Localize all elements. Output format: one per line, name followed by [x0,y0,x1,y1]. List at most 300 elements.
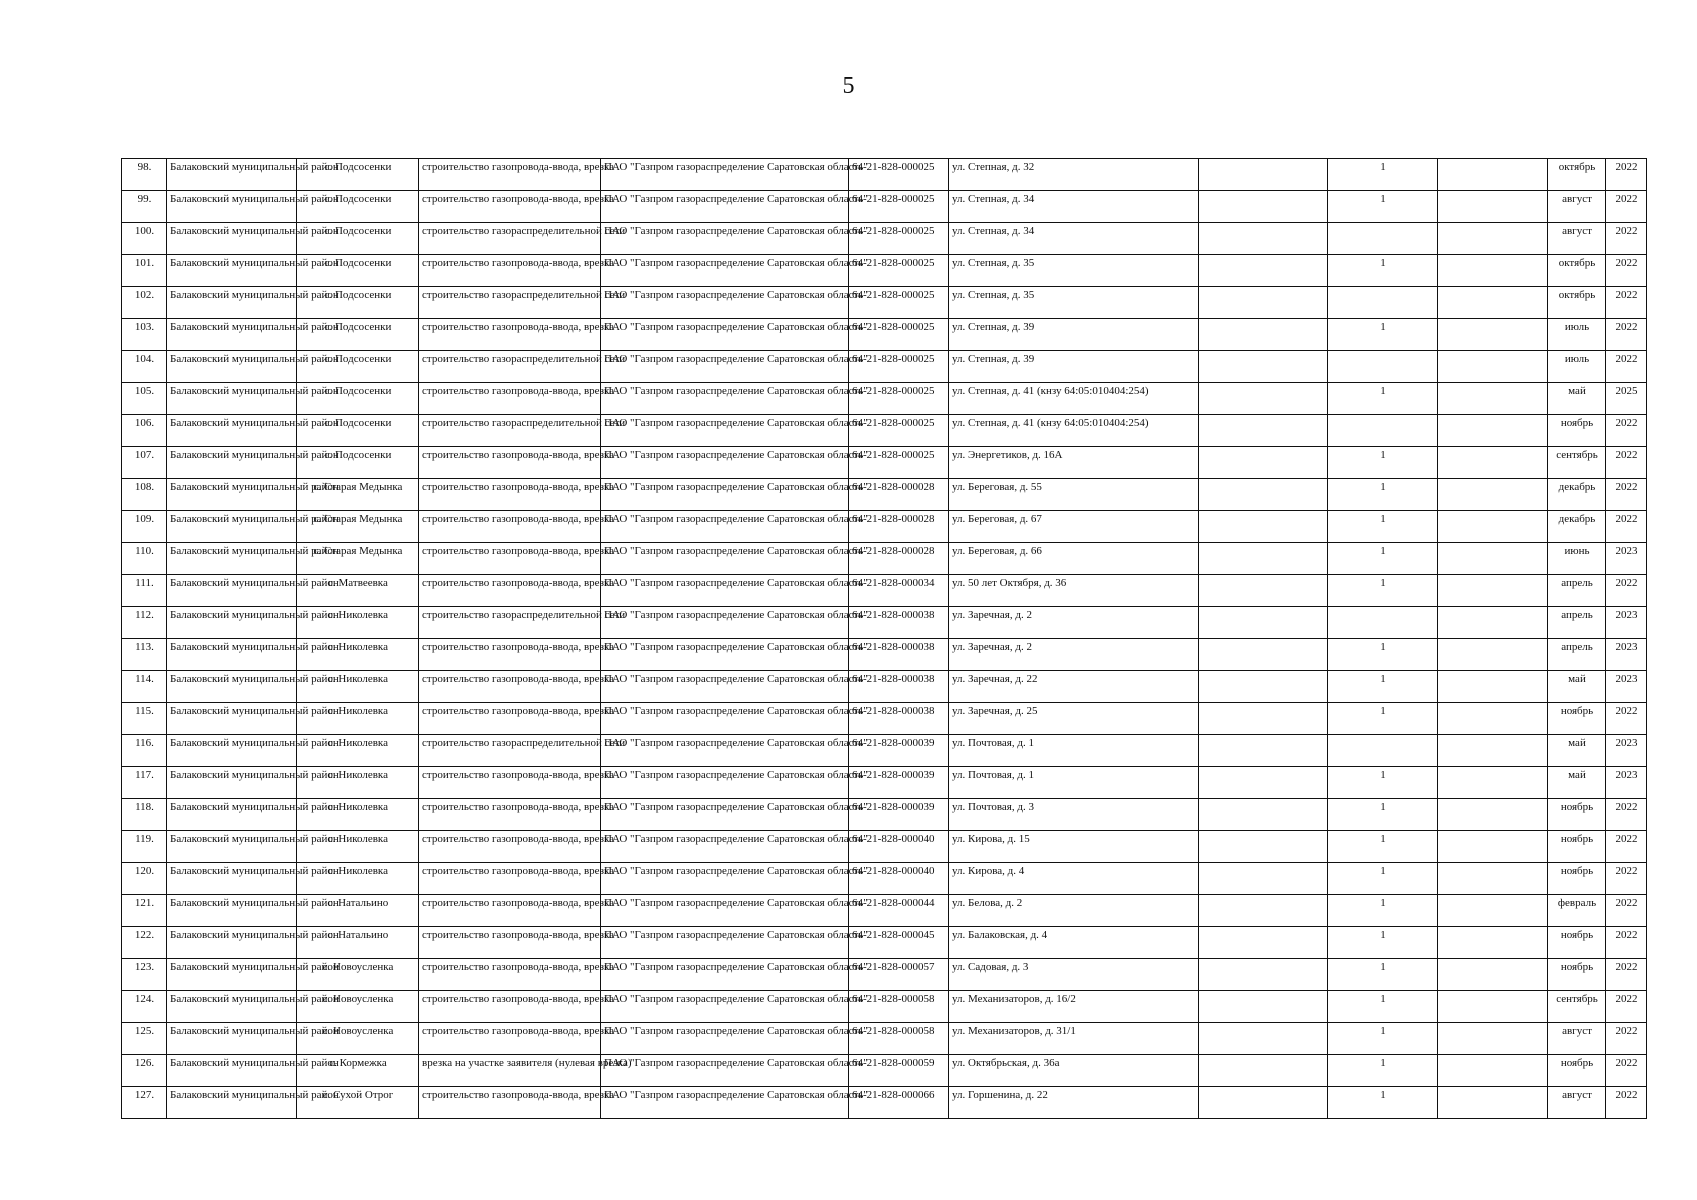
district-cell: Балаковский муниципальный район [167,671,297,703]
table-row [122,639,1647,671]
month-cell: декабрь [1548,479,1606,511]
empty-cell [1438,639,1548,671]
row-number-cell: 124. [122,991,167,1023]
network-code-cell: 64-21-828-000044 [849,895,949,927]
count-cell: 1 [1328,895,1438,927]
page-number: 5 [842,73,855,99]
empty-cell [1199,191,1328,223]
address-cell: ул. Степная, д. 39 [949,319,1199,351]
organization-cell: ПАО "Газпром газораспределение Саратовская область" [601,959,849,991]
empty-cell [1438,767,1548,799]
count-cell [1328,223,1438,255]
month-cell: февраль [1548,895,1606,927]
organization-cell: ПАО "Газпром газораспределение Саратовская область" [601,895,849,927]
settlement-cell: с. Подсосенки [297,287,419,319]
network-code-cell: 64-21-828-000025 [849,191,949,223]
organization-cell: ПАО "Газпром газораспределение Саратовская область" [601,383,849,415]
row-number-cell: 123. [122,959,167,991]
settlement-cell: с. Старая Медынка [297,479,419,511]
network-code-cell: 64-21-828-000057 [849,959,949,991]
empty-cell [1438,511,1548,543]
empty-cell [1438,1023,1548,1055]
settlement-cell: с. Николевка [297,735,419,767]
district-cell: Балаковский муниципальный район [167,191,297,223]
district-cell: Балаковский муниципальный район [167,159,297,191]
district-cell: Балаковский муниципальный район [167,703,297,735]
work-type-cell: строительство газопровода-ввода, врезка [419,639,601,671]
address-cell: ул. Почтовая, д. 1 [949,767,1199,799]
organization-cell: ПАО "Газпром газораспределение Саратовская область" [601,575,849,607]
count-cell: 1 [1328,479,1438,511]
network-code-cell: 64-21-828-000025 [849,287,949,319]
row-number-cell: 106. [122,415,167,447]
district-cell: Балаковский муниципальный район [167,767,297,799]
row-number-cell: 99. [122,191,167,223]
empty-cell [1199,351,1328,383]
year-cell: 2022 [1606,1055,1647,1087]
empty-cell [1438,1087,1548,1119]
row-number-cell: 126. [122,1055,167,1087]
row-number-cell: 112. [122,607,167,639]
table-row [122,703,1647,735]
empty-cell [1438,447,1548,479]
address-cell: ул. Кирова, д. 4 [949,863,1199,895]
settlement-cell: с. Николевка [297,863,419,895]
month-cell: август [1548,1087,1606,1119]
work-type-cell: строительство газораспределительной сети [419,607,601,639]
work-type-cell: строительство газопровода-ввода, врезка [419,479,601,511]
network-code-cell: 64-21-828-000025 [849,415,949,447]
count-cell: 1 [1328,543,1438,575]
district-cell: Балаковский муниципальный район [167,1055,297,1087]
district-cell: Балаковский муниципальный район [167,415,297,447]
year-cell: 2023 [1606,639,1647,671]
empty-cell [1199,863,1328,895]
count-cell: 1 [1328,447,1438,479]
count-cell: 1 [1328,639,1438,671]
month-cell: май [1548,671,1606,703]
table-row [122,415,1647,447]
count-cell: 1 [1328,1087,1438,1119]
empty-cell [1199,735,1328,767]
empty-cell [1199,415,1328,447]
district-cell: Балаковский муниципальный район [167,383,297,415]
district-cell: Балаковский муниципальный район [167,351,297,383]
network-code-cell: 64-21-828-000025 [849,351,949,383]
empty-cell [1438,735,1548,767]
empty-cell [1199,799,1328,831]
month-cell: август [1548,1023,1606,1055]
work-type-cell: строительство газопровода-ввода, врезка [419,191,601,223]
settlement-cell: с. Подсосенки [297,415,419,447]
row-number-cell: 113. [122,639,167,671]
table-row [122,1055,1647,1087]
month-cell: июль [1548,319,1606,351]
month-cell: август [1548,223,1606,255]
row-number-cell: 115. [122,703,167,735]
work-type-cell: строительство газопровода-ввода, врезка [419,703,601,735]
address-cell: ул. Береговая, д. 67 [949,511,1199,543]
network-code-cell: 64-21-828-000038 [849,639,949,671]
organization-cell: ПАО "Газпром газораспределение Саратовская область" [601,831,849,863]
empty-cell [1199,927,1328,959]
month-cell: апрель [1548,607,1606,639]
settlement-cell: с. Николевка [297,607,419,639]
empty-cell [1199,511,1328,543]
work-type-cell: строительство газопровода-ввода, врезка [419,511,601,543]
empty-cell [1438,255,1548,287]
address-cell: ул. Степная, д. 39 [949,351,1199,383]
empty-cell [1199,639,1328,671]
address-cell: ул. Степная, д. 32 [949,159,1199,191]
table-row [122,959,1647,991]
empty-cell [1199,479,1328,511]
settlement-cell: с. Подсосенки [297,351,419,383]
row-number-cell: 120. [122,863,167,895]
empty-cell [1199,671,1328,703]
network-code-cell: 64-21-828-000034 [849,575,949,607]
empty-cell [1199,831,1328,863]
table-row [122,383,1647,415]
settlement-cell: с. Натальино [297,927,419,959]
organization-cell: ПАО "Газпром газораспределение Саратовская область" [601,351,849,383]
organization-cell: ПАО "Газпром газораспределение Саратовская область" [601,543,849,575]
empty-cell [1199,543,1328,575]
count-cell [1328,287,1438,319]
district-cell: Балаковский муниципальный район [167,319,297,351]
year-cell: 2022 [1606,1087,1647,1119]
count-cell: 1 [1328,671,1438,703]
empty-cell [1438,799,1548,831]
work-type-cell: строительство газопровода-ввода, врезка [419,159,601,191]
work-type-cell: строительство газопровода-ввода, врезка [419,1023,601,1055]
settlement-cell: с. Подсосенки [297,159,419,191]
settlement-cell: с. Новоусленка [297,991,419,1023]
empty-cell [1438,863,1548,895]
count-cell: 1 [1328,511,1438,543]
network-code-cell: 64-21-828-000028 [849,479,949,511]
district-cell: Балаковский муниципальный район [167,287,297,319]
year-cell: 2022 [1606,415,1647,447]
month-cell: июнь [1548,543,1606,575]
month-cell: апрель [1548,639,1606,671]
district-cell: Балаковский муниципальный район [167,223,297,255]
empty-cell [1438,991,1548,1023]
address-cell: ул. Заречная, д. 2 [949,607,1199,639]
table-row [122,767,1647,799]
empty-cell [1199,959,1328,991]
month-cell: ноябрь [1548,799,1606,831]
month-cell: май [1548,735,1606,767]
year-cell: 2022 [1606,255,1647,287]
empty-cell [1438,319,1548,351]
year-cell: 2022 [1606,863,1647,895]
empty-cell [1438,927,1548,959]
empty-cell [1199,223,1328,255]
row-number-cell: 119. [122,831,167,863]
network-code-cell: 64-21-828-000038 [849,703,949,735]
table-row [122,735,1647,767]
settlement-cell: с. Новоусленка [297,1023,419,1055]
district-cell: Балаковский муниципальный район [167,607,297,639]
organization-cell: ПАО "Газпром газораспределение Саратовская область" [601,447,849,479]
organization-cell: ПАО "Газпром газораспределение Саратовская область" [601,1087,849,1119]
table-row [122,511,1647,543]
district-cell: Балаковский муниципальный район [167,831,297,863]
settlement-cell: с. Подсосенки [297,223,419,255]
district-cell: Балаковский муниципальный район [167,863,297,895]
work-type-cell: строительство газопровода-ввода, врезка [419,671,601,703]
row-number-cell: 104. [122,351,167,383]
settlement-cell: с. Натальино [297,895,419,927]
count-cell: 1 [1328,767,1438,799]
empty-cell [1199,607,1328,639]
count-cell: 1 [1328,959,1438,991]
settlement-cell: с. Старая Медынка [297,511,419,543]
month-cell: ноябрь [1548,959,1606,991]
empty-cell [1438,191,1548,223]
district-cell: Балаковский муниципальный район [167,735,297,767]
address-cell: ул. Механизаторов, д. 16/2 [949,991,1199,1023]
empty-cell [1199,255,1328,287]
work-type-cell: строительство газопровода-ввода, врезка [419,543,601,575]
table-row [122,671,1647,703]
year-cell: 2023 [1606,671,1647,703]
work-type-cell: строительство газопровода-ввода, врезка [419,831,601,863]
empty-cell [1199,895,1328,927]
year-cell: 2022 [1606,895,1647,927]
address-cell: ул. Балаковская, д. 4 [949,927,1199,959]
address-cell: ул. Степная, д. 41 (кнзу 64:05:010404:254) [949,415,1199,447]
year-cell: 2023 [1606,767,1647,799]
table-row [122,895,1647,927]
empty-cell [1199,159,1328,191]
empty-cell [1199,767,1328,799]
settlement-cell: с. Николевка [297,639,419,671]
organization-cell: ПАО "Газпром газораспределение Саратовская область" [601,1055,849,1087]
network-code-cell: 64-21-828-000039 [849,799,949,831]
count-cell: 1 [1328,799,1438,831]
address-cell: ул. Почтовая, д. 3 [949,799,1199,831]
count-cell: 1 [1328,1055,1438,1087]
table-row [122,799,1647,831]
empty-cell [1438,383,1548,415]
year-cell: 2022 [1606,799,1647,831]
table-row [122,575,1647,607]
year-cell: 2022 [1606,703,1647,735]
year-cell: 2022 [1606,351,1647,383]
count-cell: 1 [1328,575,1438,607]
row-number-cell: 103. [122,319,167,351]
district-cell: Балаковский муниципальный район [167,991,297,1023]
settlement-cell: с. Сухой Отрог [297,1087,419,1119]
work-type-cell: строительство газопровода-ввода, врезка [419,1087,601,1119]
network-code-cell: 64-21-828-000025 [849,255,949,287]
address-cell: ул. Степная, д. 35 [949,255,1199,287]
year-cell: 2022 [1606,831,1647,863]
district-cell: Балаковский муниципальный район [167,575,297,607]
year-cell: 2022 [1606,447,1647,479]
table-row [122,831,1647,863]
settlement-cell: с. Подсосенки [297,191,419,223]
empty-cell [1438,607,1548,639]
network-code-cell: 64-21-828-000025 [849,319,949,351]
row-number-cell: 98. [122,159,167,191]
row-number-cell: 102. [122,287,167,319]
table-row [122,351,1647,383]
district-cell: Балаковский муниципальный район [167,959,297,991]
row-number-cell: 117. [122,767,167,799]
empty-cell [1199,383,1328,415]
settlement-cell: с. Старая Медынка [297,543,419,575]
network-code-cell: 64-21-828-000066 [849,1087,949,1119]
count-cell: 1 [1328,383,1438,415]
count-cell: 1 [1328,159,1438,191]
month-cell: май [1548,767,1606,799]
address-cell: ул. Почтовая, д. 1 [949,735,1199,767]
month-cell: октябрь [1548,159,1606,191]
address-cell: ул. Кирова, д. 15 [949,831,1199,863]
count-cell: 1 [1328,703,1438,735]
district-cell: Балаковский муниципальный район [167,543,297,575]
row-number-cell: 105. [122,383,167,415]
network-code-cell: 64-21-828-000025 [849,383,949,415]
empty-cell [1438,895,1548,927]
network-code-cell: 64-21-828-000058 [849,1023,949,1055]
settlement-cell: с. Новоусленка [297,959,419,991]
count-cell: 1 [1328,831,1438,863]
district-cell: Балаковский муниципальный район [167,1023,297,1055]
table-row [122,447,1647,479]
organization-cell: ПАО "Газпром газораспределение Саратовская область" [601,703,849,735]
settlement-cell: с. Кормежка [297,1055,419,1087]
count-cell [1328,415,1438,447]
table-row [122,223,1647,255]
organization-cell: ПАО "Газпром газораспределение Саратовская область" [601,479,849,511]
address-cell: ул. 50 лет Октября, д. 36 [949,575,1199,607]
month-cell: ноябрь [1548,831,1606,863]
year-cell: 2022 [1606,287,1647,319]
table-row [122,543,1647,575]
settlement-cell: с. Подсосенки [297,255,419,287]
month-cell: сентябрь [1548,991,1606,1023]
empty-cell [1438,831,1548,863]
network-code-cell: 64-21-828-000045 [849,927,949,959]
empty-cell [1438,575,1548,607]
network-code-cell: 64-21-828-000058 [849,991,949,1023]
address-cell: ул. Механизаторов, д. 31/1 [949,1023,1199,1055]
row-number-cell: 127. [122,1087,167,1119]
year-cell: 2022 [1606,191,1647,223]
year-cell: 2025 [1606,383,1647,415]
empty-cell [1199,287,1328,319]
settlement-cell: с. Подсосенки [297,383,419,415]
work-type-cell: строительство газораспределительной сети [419,223,601,255]
organization-cell: ПАО "Газпром газораспределение Саратовская область" [601,799,849,831]
row-number-cell: 122. [122,927,167,959]
empty-cell [1199,1055,1328,1087]
work-type-cell: строительство газопровода-ввода, врезка [419,319,601,351]
empty-cell [1438,959,1548,991]
empty-cell [1199,319,1328,351]
table-body [122,159,1647,1119]
organization-cell: ПАО "Газпром газораспределение Саратовская область" [601,927,849,959]
month-cell: ноябрь [1548,863,1606,895]
network-code-cell: 64-21-828-000038 [849,607,949,639]
gasification-table [121,158,1647,1119]
address-cell: ул. Береговая, д. 55 [949,479,1199,511]
count-cell: 1 [1328,255,1438,287]
year-cell: 2022 [1606,159,1647,191]
row-number-cell: 116. [122,735,167,767]
network-code-cell: 64-21-828-000025 [849,159,949,191]
count-cell [1328,351,1438,383]
work-type-cell: строительство газопровода-ввода, врезка [419,767,601,799]
work-type-cell: строительство газораспределительной сети [419,351,601,383]
table-row [122,287,1647,319]
table-row [122,479,1647,511]
organization-cell: ПАО "Газпром газораспределение Саратовская область" [601,511,849,543]
district-cell: Балаковский муниципальный район [167,479,297,511]
work-type-cell: строительство газораспределительной сети [419,415,601,447]
organization-cell: ПАО "Газпром газораспределение Саратовская область" [601,991,849,1023]
network-code-cell: 64-21-828-000028 [849,543,949,575]
month-cell: декабрь [1548,511,1606,543]
month-cell: июль [1548,351,1606,383]
address-cell: ул. Заречная, д. 2 [949,639,1199,671]
settlement-cell: с. Николевка [297,831,419,863]
district-cell: Балаковский муниципальный район [167,255,297,287]
work-type-cell: врезка на участке заявителя (нулевая врезка) [419,1055,601,1087]
network-code-cell: 64-21-828-000039 [849,767,949,799]
month-cell: октябрь [1548,287,1606,319]
empty-cell [1199,1087,1328,1119]
settlement-cell: с. Подсосенки [297,319,419,351]
row-number-cell: 109. [122,511,167,543]
address-cell: ул. Степная, д. 35 [949,287,1199,319]
table-row [122,255,1647,287]
network-code-cell: 64-21-828-000039 [849,735,949,767]
month-cell: ноябрь [1548,703,1606,735]
district-cell: Балаковский муниципальный район [167,511,297,543]
network-code-cell: 64-21-828-000040 [849,863,949,895]
settlement-cell: с. Николевка [297,799,419,831]
organization-cell: ПАО "Газпром газораспределение Саратовская область" [601,671,849,703]
empty-cell [1438,223,1548,255]
year-cell: 2022 [1606,479,1647,511]
district-cell: Балаковский муниципальный район [167,639,297,671]
work-type-cell: строительство газопровода-ввода, врезка [419,575,601,607]
district-cell: Балаковский муниципальный район [167,895,297,927]
table-row [122,607,1647,639]
year-cell: 2022 [1606,575,1647,607]
network-code-cell: 64-21-828-000059 [849,1055,949,1087]
row-number-cell: 125. [122,1023,167,1055]
year-cell: 2023 [1606,735,1647,767]
year-cell: 2023 [1606,607,1647,639]
row-number-cell: 101. [122,255,167,287]
empty-cell [1438,703,1548,735]
month-cell: май [1548,383,1606,415]
count-cell: 1 [1328,319,1438,351]
network-code-cell: 64-21-828-000025 [849,223,949,255]
year-cell: 2022 [1606,959,1647,991]
month-cell: апрель [1548,575,1606,607]
work-type-cell: строительство газораспределительной сети [419,287,601,319]
organization-cell: ПАО "Газпром газораспределение Саратовская область" [601,607,849,639]
organization-cell: ПАО "Газпром газораспределение Саратовская область" [601,287,849,319]
work-type-cell: строительство газопровода-ввода, врезка [419,863,601,895]
